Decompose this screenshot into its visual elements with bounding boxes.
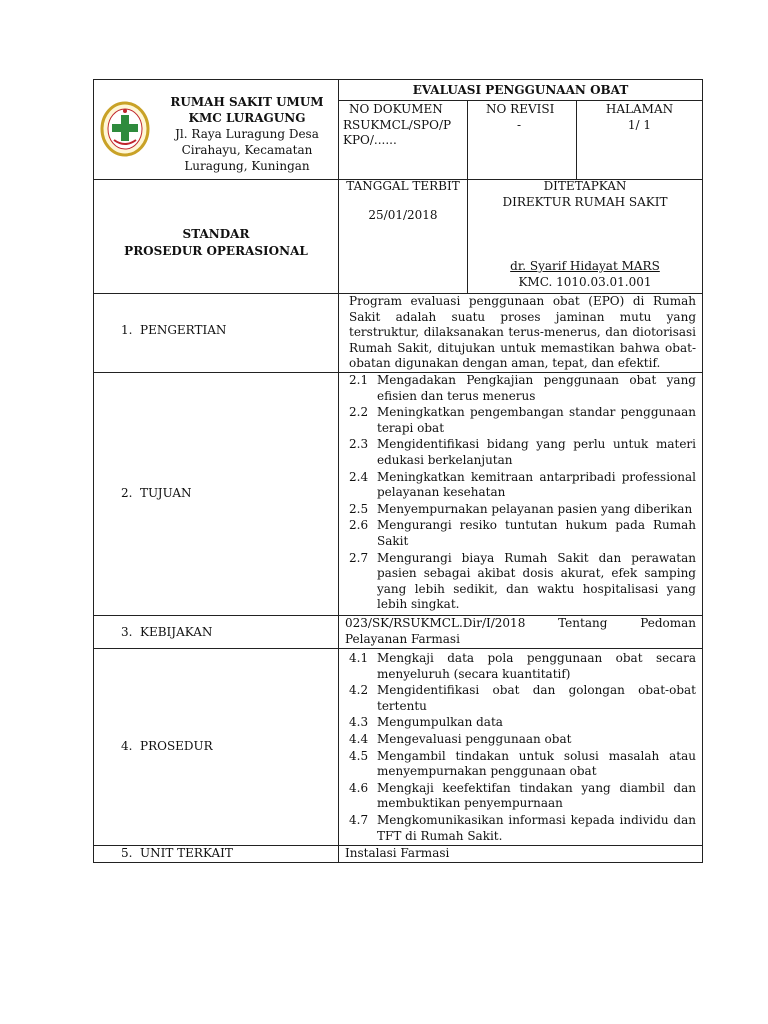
list-item [345,715,696,731]
list-item-text: Mengurangi biaya Rumah Sakit dan perawatan pasien sebagai akibat dosis akurat, efek samping yang lebih sedikit, dan waktu hospitalisasi yang lebih singkat. [377,550,696,612]
list-item-number: 4.4 [349,731,369,746]
list-item-number: 2.3 [349,437,369,452]
section-label-kebijakan [93,615,339,649]
list-item-number: 2.1 [349,373,369,387]
doc-number-label: NO DOKUMEN [349,102,443,116]
section-number: 2. [121,486,133,500]
list-item-text: Mengidentifikasi bidang yang perlu untuk materi edukasi berkelanjutan [377,437,696,467]
hospital-info-cell [93,79,339,180]
list-item-text: Mengevaluasi penggunaan obat [377,731,572,746]
section-number: 1. [121,323,133,337]
prosedur-list [345,651,696,844]
page-cell [576,100,703,180]
list-item [345,551,696,613]
list-item-number: 4.1 [349,651,369,665]
page-value: 1/ 1 [627,117,652,132]
list-item-text: Mengambil tindakan untuk solusi masalah atau menyempurnakan penggunaan obat [377,748,696,779]
list-item-text: Mengkaji data pola penggunaan obat secara menyeluruh (secara kuantitatif) [377,651,696,681]
section-label-prosedur [93,648,339,846]
list-item [345,502,696,518]
doc-number-cell [338,100,468,180]
kebijakan-text: 023/SK/RSUKMCL.Dir/I/2018 Tentang Pedoman Pelayanan Farmasi [345,616,696,646]
hospital-name-line1: RUMAH SAKIT UMUM [170,95,324,109]
list-item [345,651,696,682]
list-item [345,373,696,404]
list-item-text: Mengkaji keefektifan tindakan yang diambil dan membuktikan penyempurnaan [377,780,696,811]
list-item [345,683,696,714]
approval-title: DIREKTUR RUMAH SAKIT [502,194,668,209]
unit-text: Instalasi Farmasi [345,846,450,860]
section-label-unit [93,845,339,863]
revision-value: - [516,117,522,132]
section-title: KEBIJAKAN [140,625,213,639]
list-item [345,813,696,844]
page-label: HALAMAN [605,102,674,116]
section-number: 4. [121,739,133,753]
issue-date-value: 25/01/2018 [368,207,438,222]
signatory-id: KMC. 1010.03.01.001 [518,275,652,289]
list-item [345,749,696,780]
list-item [345,781,696,812]
list-item-number: 2.4 [349,469,369,484]
list-item-text: Mengumpulkan data [377,715,503,730]
section-title: TUJUAN [140,486,192,500]
sop-type-line1: STANDAR [182,227,250,241]
hospital-name-line2: KMC LURAGUNG [188,111,306,125]
list-item-number: 2.2 [349,405,369,420]
section-content-unit [338,845,703,863]
list-item [345,470,696,501]
section-content-kebijakan [338,615,703,649]
section-content-tujuan [338,372,703,616]
section-title: PROSEDUR [140,739,213,753]
list-item-number: 2.7 [349,550,369,565]
list-item-number: 4.6 [349,780,369,795]
list-item-number: 4.7 [349,812,369,827]
list-item [345,732,696,748]
list-item-text: Meningkatkan kemitraan antarpribadi professional pelayanan kesehatan [377,469,696,500]
section-title: UNIT TERKAIT [140,846,233,860]
list-item [345,518,696,549]
list-item-number: 2.5 [349,501,369,516]
section-content-pengertian [338,293,703,373]
approval-label: DITETAPKAN [543,179,627,193]
section-title: PENGERTIAN [140,323,227,337]
revision-cell [467,100,577,180]
section-number: 5. [121,846,133,860]
list-item-number: 2.6 [349,518,369,533]
tujuan-list [345,373,696,613]
list-item [345,437,696,468]
section-label-tujuan [93,372,339,616]
list-item [345,405,696,436]
document-title: EVALUASI PENGGUNAAN OBAT [338,79,703,101]
section-label-pengertian [93,293,339,373]
sop-type-line2: PROSEDUR OPERASIONAL [124,244,308,258]
list-item-number: 4.2 [349,683,369,698]
list-item-number: 4.3 [349,715,369,730]
section-content-prosedur [338,648,703,846]
list-item-text: Mengurangi resiko tuntutan hukum pada Rumah Sakit [377,518,696,548]
hospital-address: Jl. Raya Luragung Desa Cirahayu, Kecamatan Luragung, Kuningan [175,127,319,173]
list-item-text: Mengkomunikasikan informasi kepada individu dan TFT di Rumah Sakit. [377,812,696,843]
list-item-number: 4.5 [349,748,369,763]
section-number: 3. [121,625,133,639]
hospital-logo [100,100,150,158]
sop-type-cell [93,179,339,294]
list-item-text: Meningkatkan pengembangan standar penggunaan terapi obat [377,405,696,435]
approval-cell [467,179,703,294]
list-item-text: Mengadakan Pengkajian penggunaan obat yang efisien dan terus menerus [377,373,696,403]
issue-date-cell [338,179,468,294]
list-item-text: Menyempurnakan pelayanan pasien yang diberikan [377,501,693,516]
doc-number-value: RSUKMCL/SPO/PKPO/...... [343,117,452,148]
signatory-name: dr. Syarif Hidayat MARS [510,259,660,273]
list-item-text: Mengidentifikasi obat dan golongan obat-obat tertentu [377,683,696,713]
revision-label: NO REVISI [486,102,555,116]
issue-date-label: TANGGAL TERBIT [346,179,460,193]
pengertian-text: Program evaluasi penggunaan obat (EPO) di Rumah Sakit adalah suatu proses jaminan mutu yang terstruktur, dilaksanakan terus-menerus, dan diotorisasi Rumah Sakit, ditujukan untuk memastikan bahwa obat-obatan digunakan dengan aman, tepat, dan efektif. [349,294,696,371]
